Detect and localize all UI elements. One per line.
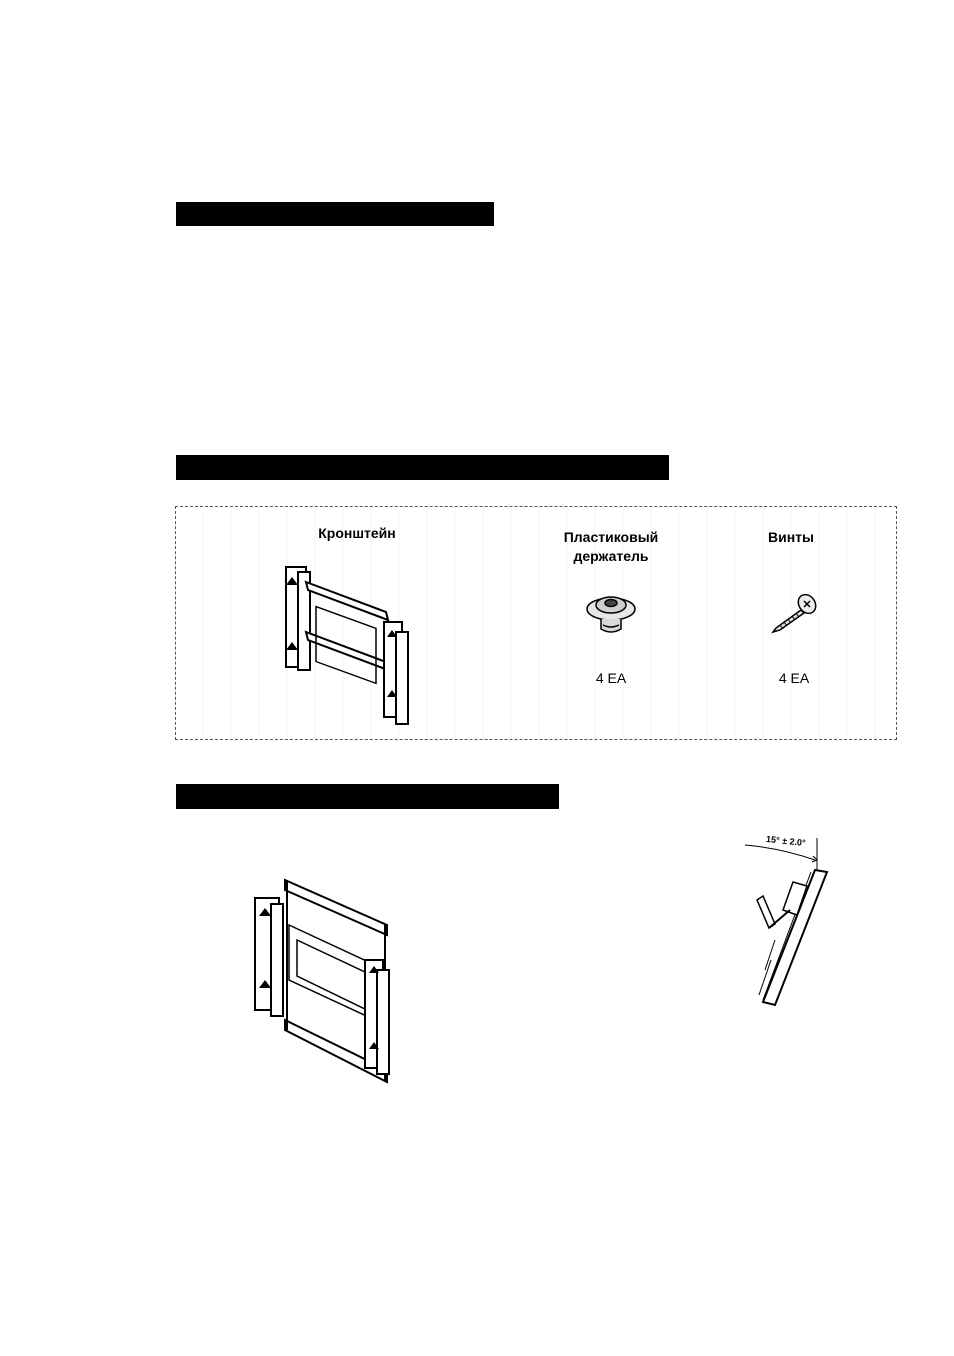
tilt-side-view-diagram	[735, 830, 835, 1015]
screws-label: Винты	[768, 529, 814, 545]
holder-quantity: 4 EA	[595, 670, 627, 686]
holder-label-line1: Пластиковый	[563, 529, 659, 545]
screws-quantity: 4 EA	[778, 670, 810, 686]
section-heading-bar-3	[176, 784, 559, 809]
bracket-label: Кронштейн	[318, 525, 396, 541]
section-heading-bar-2	[176, 455, 669, 480]
holder-label	[551, 528, 671, 566]
kit-contents-box	[175, 506, 897, 740]
section-heading-bar-1	[176, 202, 494, 226]
plastic-holder-icon	[585, 589, 637, 639]
screw-icon	[770, 592, 818, 634]
tilt-angle-label: 15° ± 2.0°	[765, 833, 807, 849]
bracket-assembly-diagram	[245, 870, 405, 1100]
bracket-icon	[276, 562, 436, 727]
holder-label-line2: держатель	[573, 548, 649, 564]
